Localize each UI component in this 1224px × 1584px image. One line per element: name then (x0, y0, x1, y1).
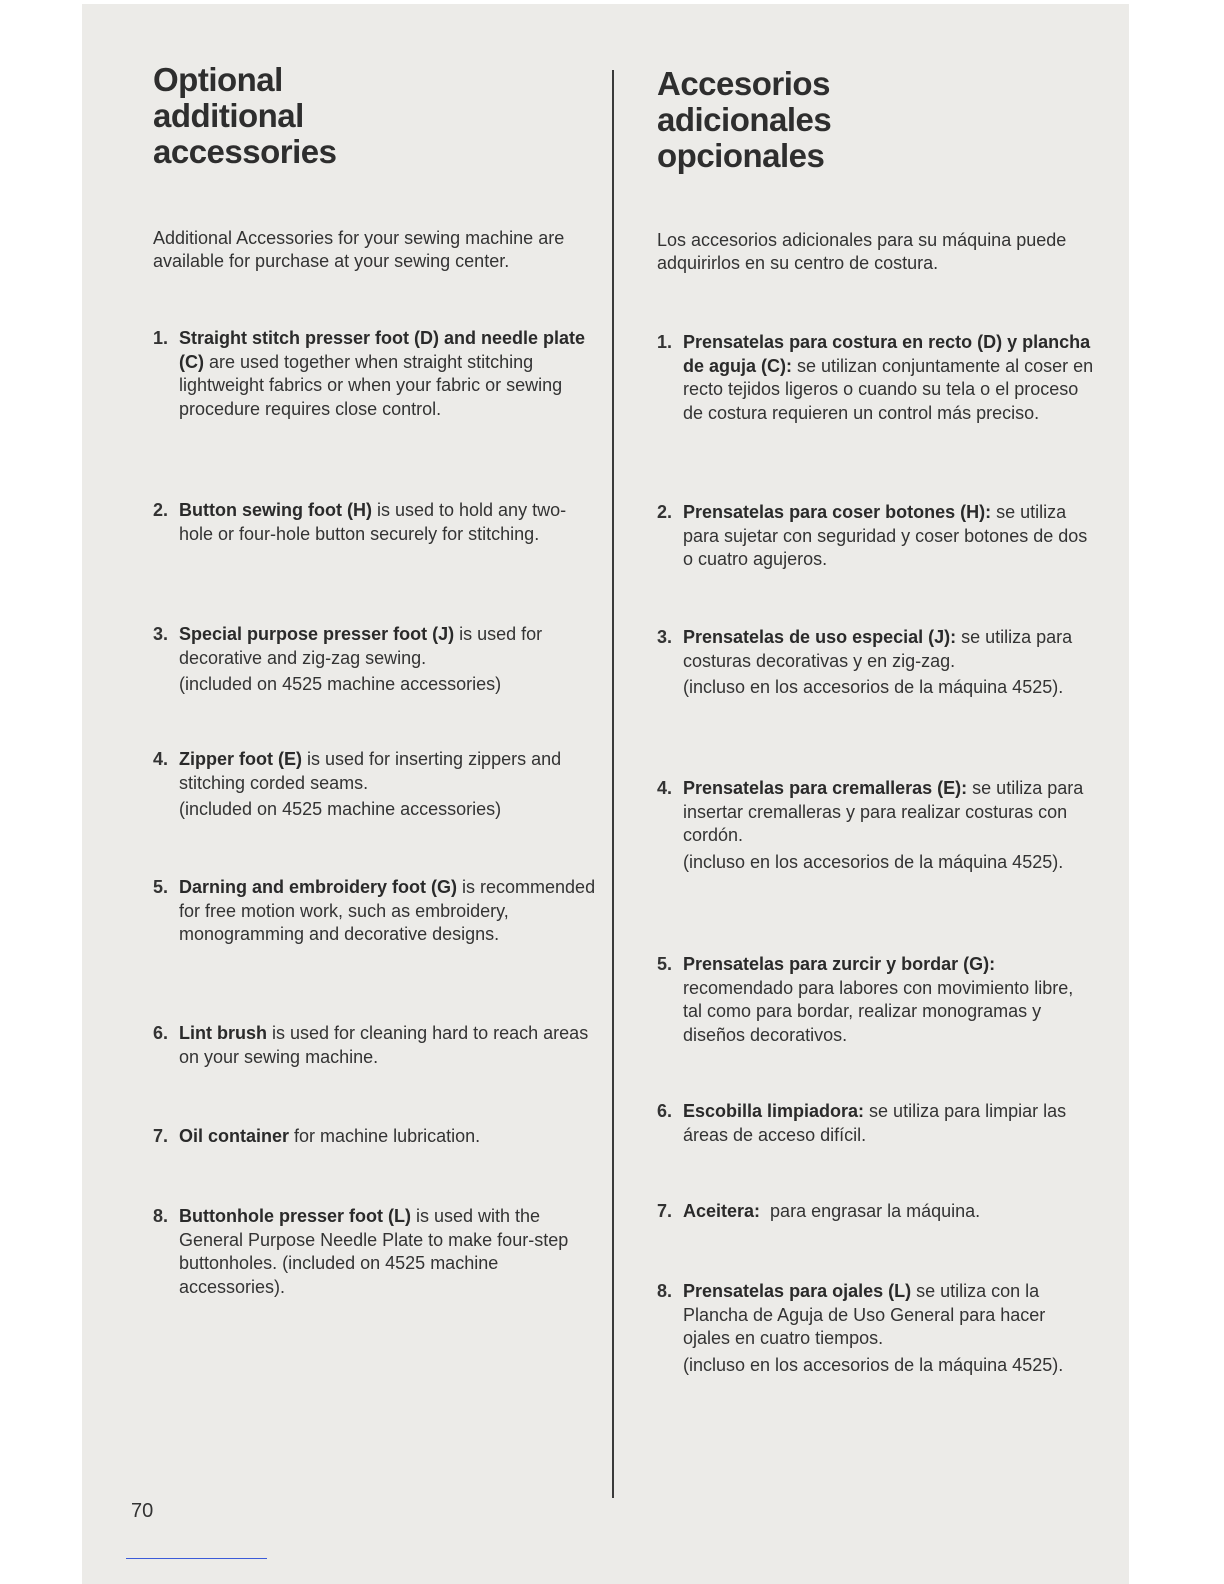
item-text: para engrasar la máquina. (760, 1201, 981, 1221)
item-text: for machine lubrication. (289, 1126, 481, 1146)
spanish-title-line: adicionales (657, 101, 832, 138)
item-term: Oil container (179, 1126, 290, 1146)
english-item-2 (153, 499, 598, 546)
item-text: se utiliza para sujetar con seguridad y coser botones de dos o cuatro agujeros. (683, 502, 1088, 569)
english-title-line: Optional (153, 61, 283, 98)
item-number: 6. (153, 1023, 169, 1043)
item-term: Zipper foot (E) (179, 749, 302, 769)
english-item-4 (153, 748, 598, 822)
spanish-item-5 (657, 953, 1097, 1047)
item-number: 6. (657, 1101, 673, 1121)
spanish-intro: Los accesorios adicionales para su máquina puede adquirirlos en su centro de costura. (657, 230, 1067, 273)
spanish-item-7 (657, 1200, 1097, 1224)
item-text: are used together when straight stitching lightweight fabrics or when your fabric or sewing procedure requires close control. (179, 351, 563, 419)
english-title (153, 62, 337, 170)
english-item-1 (153, 327, 598, 421)
item-term: Straight stitch presser foot (D) and needle plate (C) (179, 328, 586, 372)
spanish-item-3 (657, 626, 1097, 700)
item-number: 8. (657, 1281, 673, 1301)
item-text: is used for decorative and zig-zag sewing. (179, 624, 543, 668)
item-text: se utiliza para costuras decorativas y en zig-zag. (683, 627, 1073, 671)
english-intro: Additional Accessories for your sewing machine are available for purchase at your sewing center. (153, 228, 565, 271)
item-note: (incluso en los accesorios de la máquina 4525). (683, 677, 1064, 697)
item-text: is used for inserting zippers and stitching corded seams. (179, 749, 562, 793)
item-text: is used with the General Purpose Needle Plate to make four-step buttonholes. (included on 4525 machine accessories). (179, 1206, 569, 1297)
item-term: Aceitera: (683, 1201, 761, 1221)
english-item-6 (153, 1022, 598, 1069)
item-term: Buttonhole presser foot (L) (179, 1206, 411, 1226)
item-text: se utiliza con la Plancha de Aguja de Uso General para hacer ojales en cuatro tiempos. (683, 1281, 1046, 1348)
item-term: Darning and embroidery foot (G) (179, 877, 458, 897)
item-term: Prensatelas para costura en recto (D) y plancha de aguja (C): (683, 332, 1091, 376)
spanish-item-8 (657, 1280, 1097, 1377)
footer-rule (126, 1558, 267, 1559)
spanish-item-1 (657, 331, 1097, 425)
item-term: Special purpose presser foot (J) (179, 624, 455, 644)
spanish-title-line: Accesorios (657, 65, 830, 102)
item-number: 3. (657, 627, 673, 647)
item-number: 8. (153, 1206, 169, 1226)
item-number: 5. (153, 877, 169, 897)
item-term: Button sewing foot (H) (179, 500, 372, 520)
spanish-title (657, 66, 831, 174)
item-text: is used for cleaning hard to reach areas on your sewing machine. (179, 1023, 589, 1067)
english-item-8 (153, 1205, 598, 1299)
item-text: is used to hold any two-hole or four-hole button securely for stitching. (179, 500, 567, 544)
item-number: 2. (153, 500, 169, 520)
english-title-line: additional (153, 97, 304, 134)
item-term: Lint brush (179, 1023, 267, 1043)
item-term: Prensatelas para cremalleras (E): (683, 778, 968, 798)
item-number: 5. (657, 954, 673, 974)
item-text: se utiliza para limpiar las áreas de acceso difícil. (683, 1101, 1067, 1145)
english-item-5 (153, 876, 598, 947)
page-number: 70 (131, 1500, 154, 1522)
item-number: 7. (153, 1126, 169, 1146)
item-term: Prensatelas para zurcir y bordar (G): (683, 954, 996, 974)
item-text: se utilizan conjuntamente al coser en recto tejidos ligeros o cuando su tela o el proceso de costura requieren un control más preciso. (683, 355, 1094, 423)
item-number: 4. (657, 778, 673, 798)
english-title-line: accessories (153, 133, 337, 170)
item-text: se utiliza para insertar cremalleras y para realizar costuras con cordón. (683, 778, 1084, 845)
english-item-7 (153, 1125, 598, 1149)
item-number: 2. (657, 502, 673, 522)
item-term: Prensatelas para ojales (L) (683, 1281, 912, 1301)
item-note: (included on 4525 machine accessories) (179, 674, 502, 694)
item-note: (incluso en los accesorios de la máquina 4525). (683, 1354, 1064, 1375)
column-divider (612, 70, 614, 1498)
item-note: (incluso en los accesorios de la máquina 4525). (683, 851, 1064, 872)
spanish-item-6 (657, 1100, 1097, 1147)
item-text: is recommended for free motion work, such as embroidery, monogramming and decorative designs. (179, 877, 596, 944)
english-item-3 (153, 623, 598, 697)
item-number: 1. (657, 332, 673, 352)
item-number: 7. (657, 1201, 673, 1221)
item-term: Prensatelas de uso especial (J): (683, 627, 957, 647)
spanish-item-4 (657, 777, 1097, 874)
spanish-item-2 (657, 501, 1097, 572)
item-text: recomendado para labores con movimiento libre, tal como para bordar, realizar monogramas y diseños decorativos. (683, 977, 1074, 1045)
spanish-title-line: opcionales (657, 137, 825, 174)
item-term: Escobilla limpiadora: (683, 1101, 865, 1121)
item-number: 3. (153, 624, 169, 644)
item-number: 4. (153, 749, 169, 769)
item-term: Prensatelas para coser botones (H): (683, 502, 992, 522)
item-note: (included on 4525 machine accessories) (179, 799, 502, 819)
item-number: 1. (153, 328, 169, 348)
